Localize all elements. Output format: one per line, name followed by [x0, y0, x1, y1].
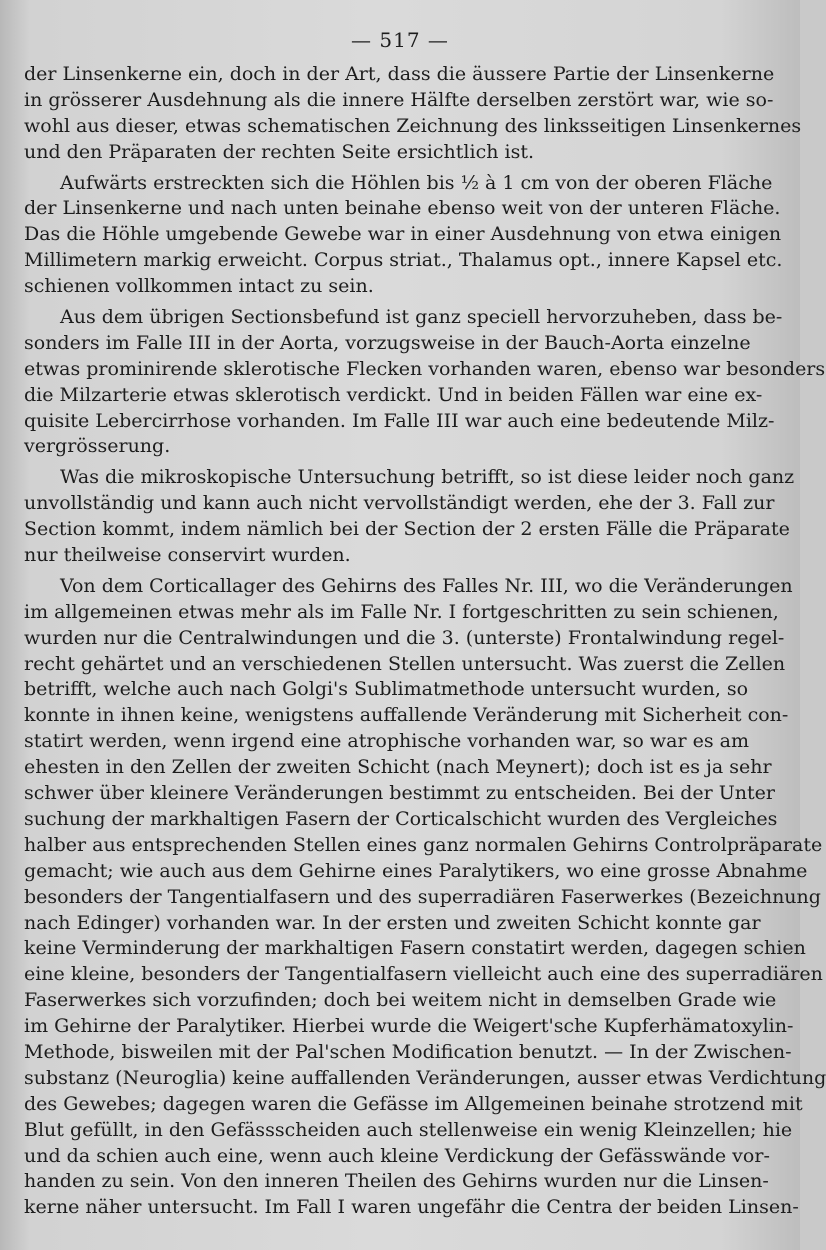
page-number: — 517 — — [351, 28, 449, 52]
text-line: nach Edinger) vorhanden war. In der ersten und zweiten Schicht konnte gar — [24, 911, 761, 934]
text-line: Das die Höhle umgebende Gewebe war in einer Ausdehnung von etwa einigen — [24, 223, 782, 246]
text-line: schienen vollkommen intact zu sein. — [24, 275, 374, 298]
text-line: wohl aus dieser, etwas schematischen Zeichnung des linksseitigen Linsenkernes — [24, 114, 802, 137]
text-line: Was die mikroskopische Untersuchung betrifft, so ist diese leider noch ganz — [60, 466, 795, 489]
text-line: im allgemeinen etwas mehr als im Falle Nr. I fortgeschritten zu sein schienen, — [24, 600, 779, 623]
text-line: schwer über kleinere Veränderungen bestimmt zu entscheiden. Bei der Unter — [24, 782, 776, 805]
text-line: nur theilweise conservirt wurden. — [24, 544, 351, 567]
text-line: besonders der Tangentialfasern und des superradiären Faserwerkes (Bezeichnung — [24, 885, 821, 908]
text-line: im Gehirne der Paralytiker. Hierbei wurde die Weigert'sche Kupferhämatoxylin- — [24, 1015, 794, 1038]
text-line: kerne näher untersucht. Im Fall I waren ungefähr die Centra der beiden Linsen- — [24, 1196, 799, 1219]
text-line: betrifft, welche auch nach Golgi's Sublimatmethode untersucht wurden, so — [24, 678, 749, 701]
text-line: in grösserer Ausdehnung als die innere Hälfte derselben zerstört war, wie so- — [24, 88, 774, 111]
text-line: des Gewebes; dagegen waren die Gefässe im Allgemeinen beinahe strotzend mit — [24, 1092, 803, 1115]
text-line: Section kommt, indem nämlich bei der Section der 2 ersten Fälle die Präparate — [24, 518, 790, 541]
text-line: konnte in ihnen keine, wenigstens auffallende Veränderung mit Sicherheit con- — [24, 704, 789, 727]
text-line: suchung der markhaltigen Fasern der Corticalschicht wurden des Vergleiches — [24, 807, 778, 830]
text-line: Aufwärts erstreckten sich die Höhlen bis ½ à 1 cm von der oberen Fläche — [60, 171, 773, 194]
text-line: wurden nur die Centralwindungen und die 3. (unterste) Frontalwindung regel- — [24, 626, 785, 649]
text-line: recht gehärtet und an verschiedenen Stellen untersucht. Was zuerst die Zellen — [24, 652, 786, 675]
text-line: eine kleine, besonders der Tangentialfasern vielleicht auch eine des superradiären — [24, 963, 823, 986]
text-line: gemacht; wie auch aus dem Gehirne eines Paralytikers, wo eine grosse Abnahme — [24, 859, 808, 882]
text-line: ehesten in den Zellen der zweiten Schicht (nach Meynert); doch ist es ja sehr — [24, 756, 772, 779]
text-line: Faserwerkes sich vorzufinden; doch bei weitem nicht in demselben Grade wie — [24, 989, 777, 1012]
text-line: keine Verminderung der markhaltigen Fasern constatirt werden, dagegen schien — [24, 937, 806, 960]
text-line: substanz (Neuroglia) keine auffallenden Veränderungen, ausser etwas Verdichtung — [24, 1066, 826, 1089]
text-line: Aus dem übrigen Sectionsbefund ist ganz speciell hervorzuheben, dass be- — [60, 306, 783, 329]
text-line: Millimetern markig erweicht. Corpus striat., Thalamus opt., innere Kapsel etc. — [24, 249, 783, 272]
text-line: etwas prominirende sklerotische Flecken vorhanden waren, ebenso war besonders — [24, 357, 826, 380]
text-line: Methode, bisweilen mit der Pal'schen Modification benutzt. — In der Zwischen- — [24, 1040, 792, 1063]
text-line: quisite Lebercirrhose vorhanden. Im Falle III war auch eine bedeutende Milz- — [24, 409, 775, 432]
text-line: sonders im Falle III in der Aorta, vorzugsweise in der Bauch-Aorta einzelne — [24, 331, 751, 354]
text-line: halber aus entsprechenden Stellen eines ganz normalen Gehirns Controlpräparate — [24, 833, 823, 856]
text-line: die Milzarterie etwas sklerotisch verdickt. Und in beiden Fällen war eine ex- — [24, 383, 763, 406]
text-line: und den Präparaten der rechten Seite ersichtlich ist. — [24, 140, 534, 163]
text-body — [24, 62, 826, 1221]
text-line: vergrösserung. — [24, 435, 171, 458]
text-line: statirt werden, wenn irgend eine atrophische vorhanden war, so war es am — [24, 730, 749, 753]
text-line: der Linsenkerne ein, doch in der Art, dass die äussere Partie der Linsenkerne — [24, 63, 775, 85]
text-line: und da schien auch eine, wenn auch kleine Verdickung der Gefässwände vor- — [24, 1144, 770, 1167]
text-line: Blut gefüllt, in den Gefässscheiden auch stellenweise ein wenig Kleinzellen; hie — [24, 1118, 793, 1141]
text-line: der Linsenkerne und nach unten beinahe ebenso weit von der unteren Fläche. — [24, 197, 781, 220]
text-line: Von dem Corticallager des Gehirns des Falles Nr. III, wo die Veränderungen — [60, 574, 793, 597]
text-line: handen zu sein. Von den inneren Theilen des Gehirns wurden nur die Linsen- — [24, 1170, 769, 1193]
text-line: unvollständig und kann auch nicht vervollständigt werden, ehe der 3. Fall zur — [24, 492, 775, 515]
